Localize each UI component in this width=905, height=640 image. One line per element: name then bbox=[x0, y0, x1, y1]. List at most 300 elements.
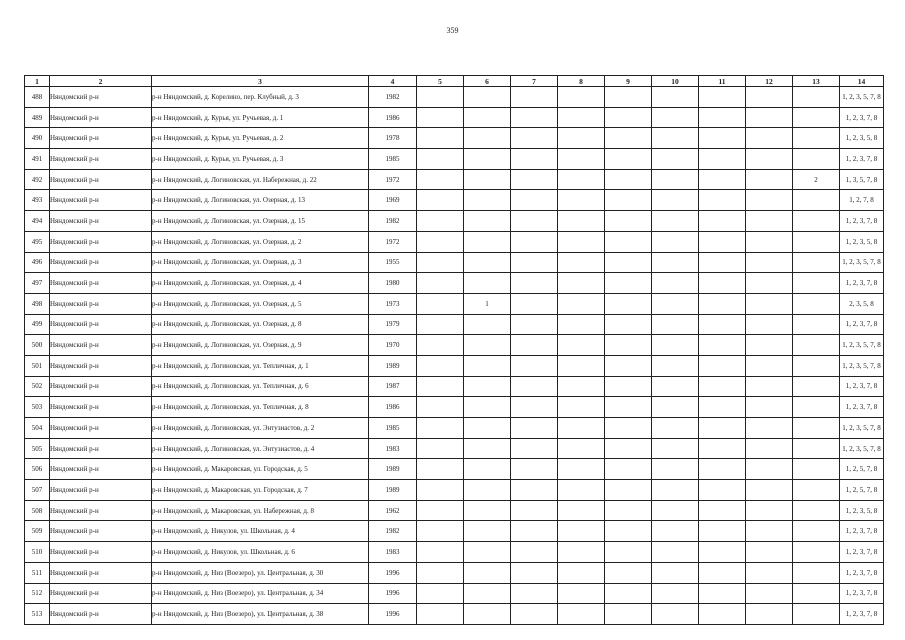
table-body bbox=[25, 87, 884, 625]
row-number-cell: 493 bbox=[25, 190, 50, 211]
column-header-9: 9 bbox=[605, 76, 652, 87]
column-header-14: 14 bbox=[840, 76, 884, 87]
column-7-cell bbox=[511, 542, 558, 563]
work-types-cell: 1, 2, 3, 7, 8 bbox=[840, 376, 884, 397]
column-7-cell bbox=[511, 355, 558, 376]
column-13-cell bbox=[793, 190, 840, 211]
column-11-cell bbox=[699, 500, 746, 521]
column-6-cell bbox=[464, 376, 511, 397]
table-row bbox=[25, 314, 884, 335]
address-cell: р-н Няндомский, д. Логиновская, ул. Энтузиастов, д. 4 bbox=[152, 438, 369, 459]
table-row bbox=[25, 521, 884, 542]
year-cell: 1955 bbox=[369, 252, 417, 273]
column-11-cell bbox=[699, 376, 746, 397]
column-5-cell bbox=[417, 521, 464, 542]
district-cell: Няндомский р-н bbox=[50, 604, 152, 625]
column-9-cell bbox=[605, 87, 652, 108]
table-row bbox=[25, 459, 884, 480]
column-13-cell bbox=[793, 397, 840, 418]
column-6-cell bbox=[464, 169, 511, 190]
column-7-cell bbox=[511, 211, 558, 232]
column-9-cell bbox=[605, 314, 652, 335]
address-cell: р-н Няндомский, д. Макаровская, ул. Городская, д. 5 bbox=[152, 459, 369, 480]
column-6-cell bbox=[464, 604, 511, 625]
address-cell: р-н Няндомский, д. Корелино, пер. Клубный, д. 3 bbox=[152, 87, 369, 108]
column-11-cell bbox=[699, 604, 746, 625]
table-row bbox=[25, 480, 884, 501]
year-cell: 1982 bbox=[369, 521, 417, 542]
district-cell: Няндомский р-н bbox=[50, 107, 152, 128]
address-cell: р-н Няндомский, д. Макаровская, ул. Городская, д. 7 bbox=[152, 480, 369, 501]
district-cell: Няндомский р-н bbox=[50, 355, 152, 376]
column-9-cell bbox=[605, 335, 652, 356]
column-10-cell bbox=[652, 604, 699, 625]
table-row bbox=[25, 438, 884, 459]
year-cell: 1985 bbox=[369, 149, 417, 170]
column-11-cell bbox=[699, 355, 746, 376]
year-cell: 1996 bbox=[369, 604, 417, 625]
column-12-cell bbox=[746, 418, 793, 439]
column-11-cell bbox=[699, 542, 746, 563]
column-10-cell bbox=[652, 87, 699, 108]
column-6-cell bbox=[464, 583, 511, 604]
column-7-cell bbox=[511, 583, 558, 604]
column-7-cell bbox=[511, 190, 558, 211]
column-12-cell bbox=[746, 87, 793, 108]
address-cell: р-н Няндомский, д. Логиновская, ул. Озерная, д. 8 bbox=[152, 314, 369, 335]
district-cell: Няндомский р-н bbox=[50, 500, 152, 521]
address-cell: р-н Няндомский, д. Логиновская, ул. Тепличная, д. 1 bbox=[152, 355, 369, 376]
column-12-cell bbox=[746, 128, 793, 149]
row-number-cell: 513 bbox=[25, 604, 50, 625]
column-13-cell bbox=[793, 604, 840, 625]
column-header-4: 4 bbox=[369, 76, 417, 87]
column-13-cell bbox=[793, 562, 840, 583]
table-row bbox=[25, 376, 884, 397]
table-row bbox=[25, 252, 884, 273]
address-cell: р-н Няндомский, д. Низ (Воезеро), ул. Центральная, д. 34 bbox=[152, 583, 369, 604]
column-11-cell bbox=[699, 87, 746, 108]
table-row bbox=[25, 604, 884, 625]
column-10-cell bbox=[652, 190, 699, 211]
table-row bbox=[25, 542, 884, 563]
column-13-cell bbox=[793, 583, 840, 604]
column-9-cell bbox=[605, 107, 652, 128]
column-5-cell bbox=[417, 397, 464, 418]
district-cell: Няндомский р-н bbox=[50, 583, 152, 604]
column-header-2: 2 bbox=[50, 76, 152, 87]
column-13-cell bbox=[793, 273, 840, 294]
column-8-cell bbox=[558, 314, 605, 335]
address-cell: р-н Няндомский, д. Никулов, ул. Школьная, д. 4 bbox=[152, 521, 369, 542]
column-8-cell bbox=[558, 231, 605, 252]
column-13-cell: 2 bbox=[793, 169, 840, 190]
column-5-cell bbox=[417, 335, 464, 356]
column-13-cell bbox=[793, 521, 840, 542]
column-9-cell bbox=[605, 293, 652, 314]
column-12-cell bbox=[746, 500, 793, 521]
column-8-cell bbox=[558, 211, 605, 232]
row-number-cell: 497 bbox=[25, 273, 50, 294]
column-8-cell bbox=[558, 562, 605, 583]
district-cell: Няндомский р-н bbox=[50, 376, 152, 397]
district-cell: Няндомский р-н bbox=[50, 128, 152, 149]
row-number-cell: 505 bbox=[25, 438, 50, 459]
column-13-cell bbox=[793, 480, 840, 501]
district-cell: Няндомский р-н bbox=[50, 190, 152, 211]
column-7-cell bbox=[511, 314, 558, 335]
row-number-cell: 494 bbox=[25, 211, 50, 232]
column-12-cell bbox=[746, 293, 793, 314]
row-number-cell: 498 bbox=[25, 293, 50, 314]
page-number: 359 bbox=[446, 26, 459, 35]
housing-register-table bbox=[24, 75, 884, 625]
column-12-cell bbox=[746, 335, 793, 356]
year-cell: 1987 bbox=[369, 376, 417, 397]
row-number-cell: 503 bbox=[25, 397, 50, 418]
table-row bbox=[25, 211, 884, 232]
column-6-cell bbox=[464, 149, 511, 170]
work-types-cell: 1, 2, 5, 7, 8 bbox=[840, 480, 884, 501]
row-number-cell: 488 bbox=[25, 87, 50, 108]
district-cell: Няндомский р-н bbox=[50, 480, 152, 501]
column-11-cell bbox=[699, 169, 746, 190]
address-cell: р-н Няндомский, д. Логиновская, ул. Набережная, д. 22 bbox=[152, 169, 369, 190]
column-8-cell bbox=[558, 107, 605, 128]
column-5-cell bbox=[417, 252, 464, 273]
year-cell: 1972 bbox=[369, 231, 417, 252]
year-cell: 1982 bbox=[369, 87, 417, 108]
column-13-cell bbox=[793, 418, 840, 439]
work-types-cell: 1, 2, 3, 7, 8 bbox=[840, 211, 884, 232]
table-row bbox=[25, 562, 884, 583]
column-8-cell bbox=[558, 604, 605, 625]
district-cell: Няндомский р-н bbox=[50, 149, 152, 170]
column-5-cell bbox=[417, 314, 464, 335]
column-11-cell bbox=[699, 480, 746, 501]
column-5-cell bbox=[417, 583, 464, 604]
column-8-cell bbox=[558, 376, 605, 397]
column-12-cell bbox=[746, 149, 793, 170]
column-13-cell bbox=[793, 500, 840, 521]
work-types-cell: 1, 2, 3, 5, 7, 8 bbox=[840, 87, 884, 108]
column-7-cell bbox=[511, 273, 558, 294]
column-11-cell bbox=[699, 459, 746, 480]
column-8-cell bbox=[558, 273, 605, 294]
year-cell: 1962 bbox=[369, 500, 417, 521]
row-number-cell: 495 bbox=[25, 231, 50, 252]
district-cell: Няндомский р-н bbox=[50, 418, 152, 439]
row-number-cell: 512 bbox=[25, 583, 50, 604]
column-10-cell bbox=[652, 335, 699, 356]
address-cell: р-н Няндомский, д. Низ (Воезеро), ул. Центральная, д. 30 bbox=[152, 562, 369, 583]
table-row bbox=[25, 107, 884, 128]
address-cell: р-н Няндомский, д. Логиновская, ул. Тепличная, д. 6 bbox=[152, 376, 369, 397]
column-10-cell bbox=[652, 314, 699, 335]
column-12-cell bbox=[746, 107, 793, 128]
table-row bbox=[25, 231, 884, 252]
work-types-cell: 1, 2, 3, 5, 8 bbox=[840, 128, 884, 149]
column-8-cell bbox=[558, 521, 605, 542]
column-7-cell bbox=[511, 418, 558, 439]
row-number-cell: 496 bbox=[25, 252, 50, 273]
column-10-cell bbox=[652, 211, 699, 232]
column-8-cell bbox=[558, 355, 605, 376]
table-row bbox=[25, 335, 884, 356]
address-cell: р-н Няндомский, д. Логиновская, ул. Озерная, д. 5 bbox=[152, 293, 369, 314]
column-8-cell bbox=[558, 480, 605, 501]
table-row bbox=[25, 355, 884, 376]
address-cell: р-н Няндомский, д. Низ (Воезеро), ул. Центральная, д. 38 bbox=[152, 604, 369, 625]
column-8-cell bbox=[558, 542, 605, 563]
district-cell: Няндомский р-н bbox=[50, 521, 152, 542]
column-11-cell bbox=[699, 128, 746, 149]
column-5-cell bbox=[417, 604, 464, 625]
column-13-cell bbox=[793, 107, 840, 128]
column-8-cell bbox=[558, 438, 605, 459]
year-cell: 1989 bbox=[369, 355, 417, 376]
column-11-cell bbox=[699, 521, 746, 542]
column-12-cell bbox=[746, 438, 793, 459]
column-7-cell bbox=[511, 562, 558, 583]
column-header-1: 1 bbox=[25, 76, 50, 87]
column-11-cell bbox=[699, 107, 746, 128]
column-5-cell bbox=[417, 376, 464, 397]
address-cell: р-н Няндомский, д. Логиновская, ул. Озерная, д. 2 bbox=[152, 231, 369, 252]
district-cell: Няндомский р-н bbox=[50, 335, 152, 356]
address-cell: р-н Няндомский, д. Курья, ул. Ручьевая, д. 1 bbox=[152, 107, 369, 128]
address-cell: р-н Няндомский, д. Логиновская, ул. Озерная, д. 9 bbox=[152, 335, 369, 356]
column-11-cell bbox=[699, 211, 746, 232]
year-cell: 1989 bbox=[369, 459, 417, 480]
work-types-cell: 1, 2, 3, 7, 8 bbox=[840, 273, 884, 294]
column-7-cell bbox=[511, 231, 558, 252]
year-cell: 1979 bbox=[369, 314, 417, 335]
column-10-cell bbox=[652, 583, 699, 604]
work-types-cell: 1, 2, 3, 7, 8 bbox=[840, 583, 884, 604]
column-11-cell bbox=[699, 562, 746, 583]
column-9-cell bbox=[605, 376, 652, 397]
table-row bbox=[25, 190, 884, 211]
row-number-cell: 504 bbox=[25, 418, 50, 439]
table-row bbox=[25, 169, 884, 190]
column-6-cell bbox=[464, 190, 511, 211]
column-11-cell bbox=[699, 190, 746, 211]
column-9-cell bbox=[605, 273, 652, 294]
address-cell: р-н Няндомский, д. Логиновская, ул. Озерная, д. 3 bbox=[152, 252, 369, 273]
column-5-cell bbox=[417, 480, 464, 501]
column-5-cell bbox=[417, 87, 464, 108]
column-header-10: 10 bbox=[652, 76, 699, 87]
column-9-cell bbox=[605, 542, 652, 563]
column-11-cell bbox=[699, 335, 746, 356]
column-header-12: 12 bbox=[746, 76, 793, 87]
column-12-cell bbox=[746, 190, 793, 211]
column-header-13: 13 bbox=[793, 76, 840, 87]
column-13-cell bbox=[793, 459, 840, 480]
column-header-11: 11 bbox=[699, 76, 746, 87]
district-cell: Няндомский р-н bbox=[50, 293, 152, 314]
district-cell: Няндомский р-н bbox=[50, 252, 152, 273]
work-types-cell: 1, 2, 3, 7, 8 bbox=[840, 397, 884, 418]
year-cell: 1986 bbox=[369, 107, 417, 128]
district-cell: Няндомский р-н bbox=[50, 211, 152, 232]
column-5-cell bbox=[417, 190, 464, 211]
column-9-cell bbox=[605, 149, 652, 170]
column-10-cell bbox=[652, 542, 699, 563]
column-13-cell bbox=[793, 252, 840, 273]
column-10-cell bbox=[652, 252, 699, 273]
column-7-cell bbox=[511, 293, 558, 314]
column-6-cell bbox=[464, 231, 511, 252]
table-row bbox=[25, 128, 884, 149]
column-12-cell bbox=[746, 314, 793, 335]
column-10-cell bbox=[652, 397, 699, 418]
year-cell: 1996 bbox=[369, 583, 417, 604]
work-types-cell: 1, 2, 3, 7, 8 bbox=[840, 604, 884, 625]
column-9-cell bbox=[605, 418, 652, 439]
year-cell: 1978 bbox=[369, 128, 417, 149]
column-8-cell bbox=[558, 418, 605, 439]
column-6-cell bbox=[464, 211, 511, 232]
address-cell: р-н Няндомский, д. Логиновская, ул. Озерная, д. 15 bbox=[152, 211, 369, 232]
address-cell: р-н Няндомский, д. Макаровская, ул. Набережная, д. 8 bbox=[152, 500, 369, 521]
work-types-cell: 1, 2, 3, 7, 8 bbox=[840, 521, 884, 542]
column-10-cell bbox=[652, 376, 699, 397]
column-7-cell bbox=[511, 376, 558, 397]
row-number-cell: 511 bbox=[25, 562, 50, 583]
column-6-cell bbox=[464, 480, 511, 501]
column-6-cell bbox=[464, 397, 511, 418]
column-5-cell bbox=[417, 542, 464, 563]
column-11-cell bbox=[699, 231, 746, 252]
table-row bbox=[25, 293, 884, 314]
column-8-cell bbox=[558, 459, 605, 480]
work-types-cell: 1, 2, 3, 5, 7, 8 bbox=[840, 438, 884, 459]
column-10-cell bbox=[652, 231, 699, 252]
table-row bbox=[25, 273, 884, 294]
column-13-cell bbox=[793, 87, 840, 108]
row-number-cell: 506 bbox=[25, 459, 50, 480]
column-7-cell bbox=[511, 149, 558, 170]
column-10-cell bbox=[652, 418, 699, 439]
column-6-cell bbox=[464, 500, 511, 521]
column-6-cell: 1 bbox=[464, 293, 511, 314]
column-10-cell bbox=[652, 480, 699, 501]
column-5-cell bbox=[417, 438, 464, 459]
column-10-cell bbox=[652, 459, 699, 480]
column-6-cell bbox=[464, 314, 511, 335]
column-12-cell bbox=[746, 583, 793, 604]
column-13-cell bbox=[793, 231, 840, 252]
district-cell: Няндомский р-н bbox=[50, 273, 152, 294]
year-cell: 1989 bbox=[369, 480, 417, 501]
column-header-7: 7 bbox=[511, 76, 558, 87]
row-number-cell: 489 bbox=[25, 107, 50, 128]
column-6-cell bbox=[464, 273, 511, 294]
year-cell: 1983 bbox=[369, 438, 417, 459]
work-types-cell: 1, 2, 5, 7, 8 bbox=[840, 459, 884, 480]
table-header bbox=[25, 76, 884, 87]
column-12-cell bbox=[746, 397, 793, 418]
column-9-cell bbox=[605, 169, 652, 190]
table-row bbox=[25, 418, 884, 439]
column-9-cell bbox=[605, 355, 652, 376]
column-10-cell bbox=[652, 438, 699, 459]
column-8-cell bbox=[558, 252, 605, 273]
district-cell: Няндомский р-н bbox=[50, 231, 152, 252]
column-10-cell bbox=[652, 521, 699, 542]
row-number-cell: 510 bbox=[25, 542, 50, 563]
column-9-cell bbox=[605, 562, 652, 583]
work-types-cell: 1, 2, 3, 5, 7, 8 bbox=[840, 335, 884, 356]
column-7-cell bbox=[511, 500, 558, 521]
column-7-cell bbox=[511, 252, 558, 273]
column-9-cell bbox=[605, 500, 652, 521]
address-cell: р-н Няндомский, д. Курья, ул. Ручьевая, д. 2 bbox=[152, 128, 369, 149]
column-8-cell bbox=[558, 87, 605, 108]
column-8-cell bbox=[558, 128, 605, 149]
table-row bbox=[25, 149, 884, 170]
year-cell: 1973 bbox=[369, 293, 417, 314]
column-9-cell bbox=[605, 211, 652, 232]
table-row bbox=[25, 87, 884, 108]
column-13-cell bbox=[793, 314, 840, 335]
column-9-cell bbox=[605, 480, 652, 501]
column-8-cell bbox=[558, 293, 605, 314]
column-5-cell bbox=[417, 149, 464, 170]
column-header-5: 5 bbox=[417, 76, 464, 87]
column-13-cell bbox=[793, 355, 840, 376]
column-12-cell bbox=[746, 604, 793, 625]
column-10-cell bbox=[652, 562, 699, 583]
district-cell: Няндомский р-н bbox=[50, 459, 152, 480]
work-types-cell: 1, 2, 3, 7, 8 bbox=[840, 149, 884, 170]
column-6-cell bbox=[464, 418, 511, 439]
column-12-cell bbox=[746, 252, 793, 273]
district-cell: Няндомский р-н bbox=[50, 542, 152, 563]
table-row bbox=[25, 583, 884, 604]
address-cell: р-н Няндомский, д. Логиновская, ул. Энтузиастов, д. 2 bbox=[152, 418, 369, 439]
district-cell: Няндомский р-н bbox=[50, 397, 152, 418]
row-number-cell: 499 bbox=[25, 314, 50, 335]
row-number-cell: 502 bbox=[25, 376, 50, 397]
district-cell: Няндомский р-н bbox=[50, 438, 152, 459]
column-6-cell bbox=[464, 459, 511, 480]
column-6-cell bbox=[464, 107, 511, 128]
year-cell: 1996 bbox=[369, 562, 417, 583]
column-7-cell bbox=[511, 480, 558, 501]
row-number-cell: 509 bbox=[25, 521, 50, 542]
column-8-cell bbox=[558, 397, 605, 418]
address-cell: р-н Няндомский, д. Логиновская, ул. Озерная, д. 4 bbox=[152, 273, 369, 294]
table-row bbox=[25, 397, 884, 418]
column-7-cell bbox=[511, 169, 558, 190]
column-13-cell bbox=[793, 376, 840, 397]
column-12-cell bbox=[746, 355, 793, 376]
work-types-cell: 1, 2, 7, 8 bbox=[840, 190, 884, 211]
column-10-cell bbox=[652, 500, 699, 521]
column-header-8: 8 bbox=[558, 76, 605, 87]
column-8-cell bbox=[558, 335, 605, 356]
column-9-cell bbox=[605, 397, 652, 418]
column-10-cell bbox=[652, 273, 699, 294]
column-13-cell bbox=[793, 335, 840, 356]
column-5-cell bbox=[417, 500, 464, 521]
year-cell: 1969 bbox=[369, 190, 417, 211]
column-12-cell bbox=[746, 562, 793, 583]
work-types-cell: 1, 2, 3, 5, 8 bbox=[840, 231, 884, 252]
